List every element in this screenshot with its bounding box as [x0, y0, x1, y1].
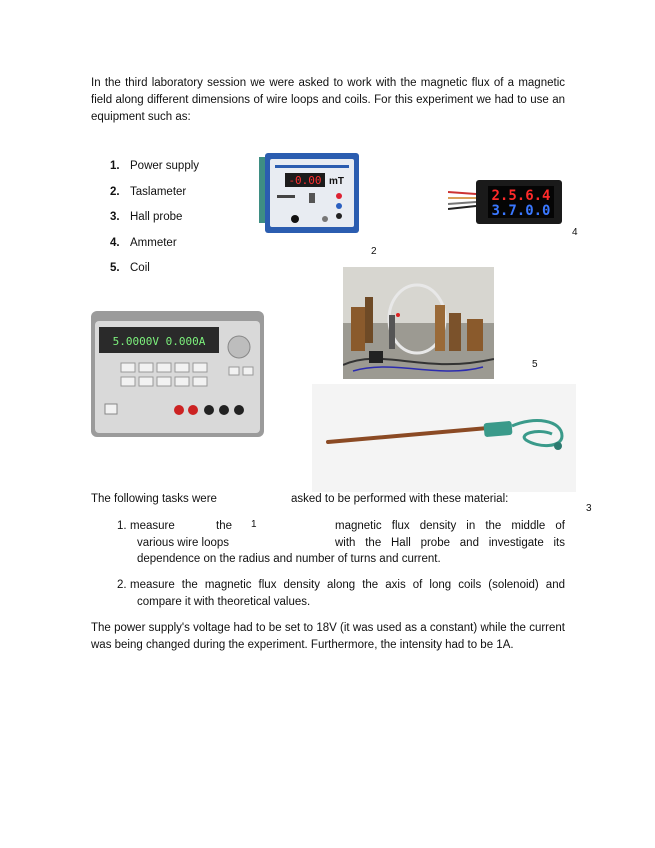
task-1-line2-right: with the Hall probe and investigate its: [335, 537, 565, 549]
figure-number-hall-probe: 3: [586, 503, 592, 514]
figure-number-ammeter: 4: [572, 227, 578, 238]
list-item: 1. Power supply: [110, 160, 200, 172]
ammeter-readout-bottom: 3.7.0.0: [491, 203, 551, 219]
list-item: 5. Coil: [110, 262, 150, 274]
equipment-list: [110, 160, 230, 288]
teslameter-unit: mT: [329, 176, 344, 187]
task-1-line3: dependence on the radius and number of turns and current.: [137, 553, 441, 565]
list-item: 3. Hall probe: [110, 211, 183, 223]
list-item: 4. Ammeter: [110, 236, 177, 249]
task-1-line2-left: various wire loops: [137, 537, 230, 549]
task-2-line1: measure the magnetic flux density along the axis of long coils (solenoid) and: [130, 579, 565, 591]
teslameter-readout: -0.00: [288, 174, 322, 187]
task-1-number: 1.: [117, 520, 127, 532]
ammeter-readout-top: 2.5.6.4: [491, 188, 551, 204]
hall-probe-image: [312, 384, 576, 492]
tasks-intro-a: The following tasks were: [91, 493, 217, 505]
intro-paragraph: In the third laboratory session we were asked to work with the magnetic flux of a magnetic field along different dimensions of wire loops and coils. For this experiment we had to use an equipment such as:: [91, 77, 565, 123]
task-2-line2: compare it with theoretical values.: [137, 596, 311, 608]
task-2-number: 2.: [117, 579, 127, 591]
figure-number-power-supply: 1: [251, 519, 257, 530]
figure-number-coil: 5: [532, 359, 538, 370]
power-supply-image: [89, 307, 266, 440]
task-1-word-a: measure: [130, 520, 175, 532]
closing-paragraph: The power supply's voltage had to be set to 18V (it was used as a constant) while the current was being changed during the experiment. Furthermore, the intensity had to be 1A.: [91, 622, 565, 651]
ammeter-image: [448, 178, 564, 226]
task-1-word-b: the: [216, 520, 232, 532]
power-supply-readout: 5.0000V 0.000A: [112, 335, 206, 348]
tasks-intro-b: asked to be performed with these material:: [291, 493, 509, 505]
figure-number-teslameter: 2: [371, 246, 377, 257]
list-item: 2. Taslameter: [110, 185, 187, 198]
teslameter-image: [259, 151, 361, 235]
task-1-line1-right: magnetic flux density in the middle of: [335, 520, 565, 532]
coil-setup-photo: [343, 267, 494, 379]
